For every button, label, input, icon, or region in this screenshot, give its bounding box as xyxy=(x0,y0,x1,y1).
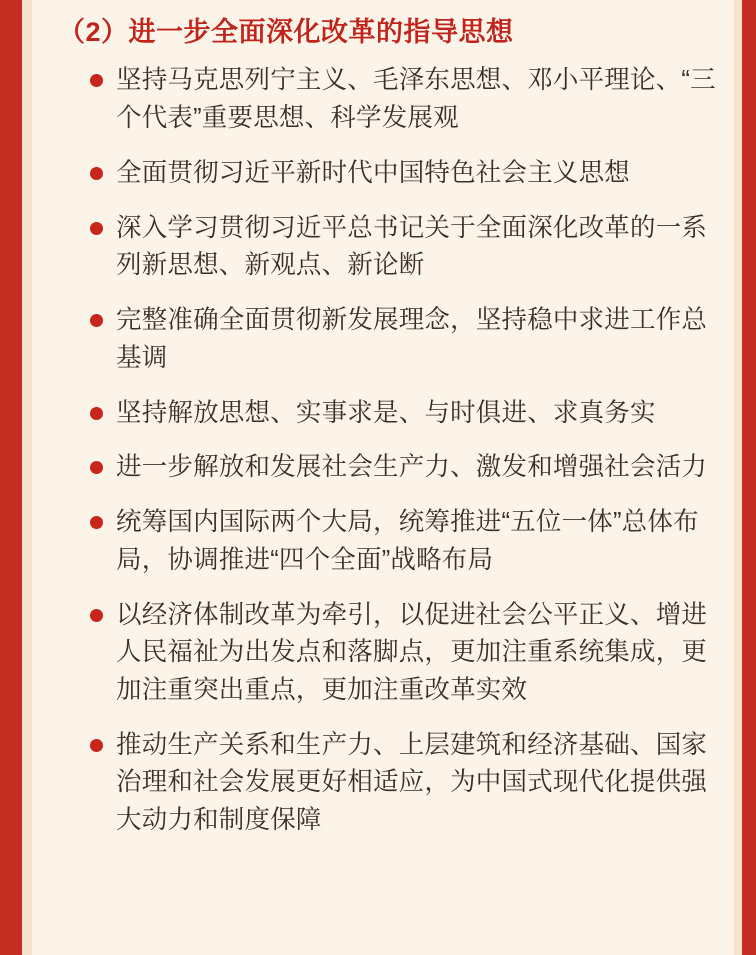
list-item xyxy=(90,597,724,710)
bullet-dot-icon xyxy=(90,74,103,87)
list-item-text: 推动生产关系和生产力、上层建筑和经济基础、国家治理和社会发展更好相适应，为中国式现代化提供强大动力和制度保障 xyxy=(116,730,708,835)
list-item-text: 进一步解放和发展社会生产力、激发和增强社会活力 xyxy=(116,453,708,482)
list-item-text: 完整准确全面贯彻新发展理念，坚持稳中求进工作总基调 xyxy=(116,306,708,372)
list-item-text: 全面贯彻习近平新时代中国特色社会主义思想 xyxy=(116,158,631,187)
left-decorative-band-inner xyxy=(22,0,32,955)
list-item xyxy=(90,395,724,433)
right-decorative-band-inner xyxy=(734,0,742,955)
list-item xyxy=(90,62,724,137)
document-content xyxy=(46,0,724,955)
bullet-dot-icon xyxy=(90,167,103,180)
list-item-text: 深入学习贯彻习近平总书记关于全面深化改革的一系列新思想、新观点、新论断 xyxy=(116,213,708,280)
list-item xyxy=(90,504,724,579)
bullet-dot-icon xyxy=(90,407,103,420)
bullet-dot-icon xyxy=(90,609,103,622)
list-item-text: 以经济体制改革为牵引，以促进社会公平正义、增进人民福祉为出发点和落脚点，更加注重系统集成，更加注重突出重点，更加注重改革实效 xyxy=(116,600,708,704)
list-item xyxy=(90,302,724,377)
bullet-dot-icon xyxy=(90,222,103,235)
bullet-list xyxy=(46,62,724,839)
left-decorative-band xyxy=(0,0,22,955)
bullet-dot-icon xyxy=(90,739,103,752)
list-item-text: 统筹国内国际两个大局，统筹推进“五位一体”总体布局，协调推进“四个全面”战略布局 xyxy=(116,508,699,574)
bullet-dot-icon xyxy=(90,461,103,474)
list-item xyxy=(90,155,724,193)
right-decorative-band xyxy=(742,0,756,955)
list-item xyxy=(90,449,724,487)
bullet-dot-icon xyxy=(90,516,103,529)
list-item xyxy=(90,727,724,840)
bullet-dot-icon xyxy=(90,314,103,327)
section-title: （2）进一步全面深化改革的指导思想 xyxy=(58,17,514,47)
list-item-text: 坚持解放思想、实事求是、与时俱进、求真务实 xyxy=(116,398,656,427)
list-item xyxy=(90,210,724,285)
list-item-text: 坚持马克思列宁主义、毛泽东思想、邓小平理论、“三个代表”重要思想、科学发展观 xyxy=(116,66,716,133)
